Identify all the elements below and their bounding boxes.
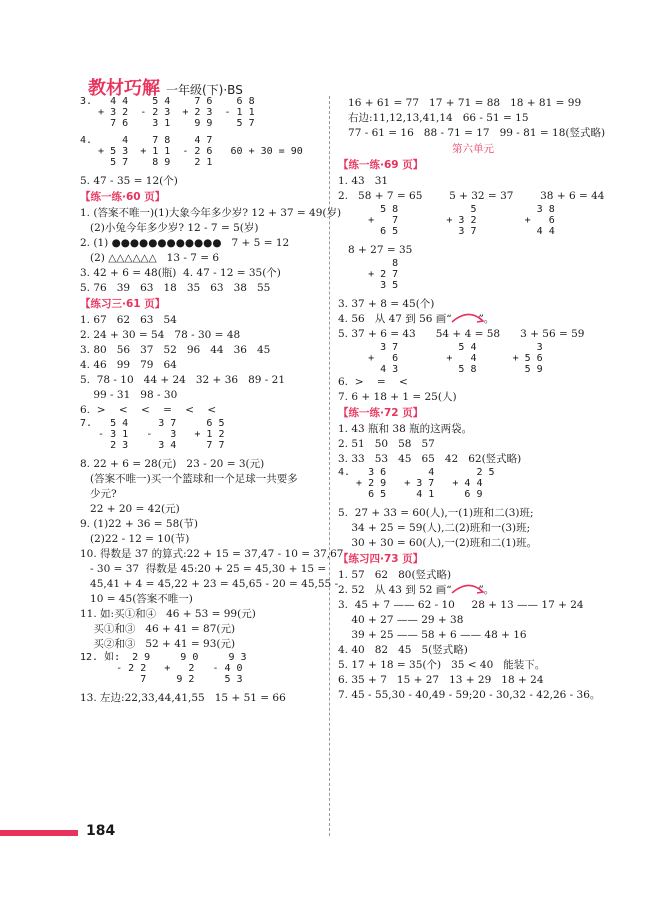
answer-line: 3. 80 56 37 52 96 44 36 45 [80, 344, 271, 356]
answer-line: (答案不唯一)买一个篮球和一个足球一共要多 [80, 473, 298, 485]
answer-line: 5. 37 + 6 = 43 54 + 4 = 58 3 + 56 = 59 [338, 328, 585, 340]
answer-line: 2. (1) ●●●●●●●●●●●● 7 + 5 = 12 [80, 237, 290, 249]
answer-line: 4. 56 从 47 到 56 画“ ”。 [338, 312, 608, 327]
unit-heading: 第六单元 [452, 143, 494, 155]
answer-line: 8. 22 + 6 = 28(元) 23 - 20 = 3(元) [80, 458, 265, 470]
answer-line: 34 + 25 = 59(人),二(2)班和一(3)班; [338, 522, 531, 534]
answer-line: 8 + 27 = 35 [338, 244, 413, 256]
answer-line: 16 + 61 = 77 17 + 71 = 88 18 + 81 = 99 [338, 97, 582, 109]
answer-line: 77 - 61 = 16 88 - 71 = 17 99 - 81 = 18(竖式略) [338, 127, 606, 139]
right-column [338, 96, 608, 703]
page-footer [0, 823, 658, 843]
section-heading: 【练习四·73 页】 [338, 553, 424, 565]
answer-line: 2. 58 + 7 = 65 5 + 32 = 37 38 + 6 = 44 [338, 190, 605, 202]
answer-line: 1. 67 62 63 54 [80, 314, 177, 326]
answer-line: 45,41 + 4 = 45,22 + 23 = 45,65 - 20 = 45,55 - [80, 578, 339, 590]
vertical-calculation: 4. 3 6 4 2 5 + 2 9 + 3 7 + 4 4 6 5 4 1 6 9 [338, 467, 495, 500]
section-heading: 【练一练·69 页】 [338, 159, 424, 171]
vertical-calculation: 8 + 2 7 3 5 [368, 258, 399, 291]
answer-line: 99 - 31 98 - 30 [80, 389, 178, 401]
vertical-calculation: 7. 5 4 3 7 6 5 - 3 1 - 3 + 1 2 2 3 3 4 7 7 [80, 418, 225, 451]
answer-line: 买②和③ 52 + 41 = 93(元) [80, 638, 236, 650]
answer-line: 2. 24 + 30 = 54 78 - 30 = 48 [80, 329, 241, 341]
answer-line: - 30 = 37 得数是 45:20 + 25 = 45,30 + 15 = [80, 563, 327, 575]
page-number: 184 [86, 823, 116, 839]
answer-line: (2)22 - 12 = 10(节) [80, 533, 190, 545]
answer-line: 少元? [80, 488, 117, 500]
vertical-calculation: 3 7 5 4 3 + 6 + 4 + 5 6 4 3 5 8 5 9 [368, 342, 543, 375]
answer-line: 10. 得数是 37 的算式:22 + 15 = 37,47 - 10 = 37,67 [80, 548, 344, 560]
answer-line: 5. 78 - 10 44 + 24 32 + 36 89 - 21 [80, 374, 286, 386]
answer-line: 买①和③ 46 + 41 = 87(元) [80, 623, 236, 635]
answer-line: 2. 51 50 58 57 [338, 438, 435, 450]
answer-line: 22 + 20 = 42(元) [80, 503, 180, 515]
answer-line: 4. 40 82 45 5(竖式略) [338, 644, 468, 656]
vertical-calculation: 3. 4 4 5 4 7 6 6 8 + 3 2 - 2 3 + 2 3 - 1 1 7 6 3 1 9 9 5 7 [80, 96, 255, 129]
answer-line: 39 + 25 —— 58 + 6 —— 48 + 16 [338, 629, 527, 641]
answer-line: 右边:11,12,13,41,14 66 - 51 = 15 [338, 112, 529, 124]
answer-line: 2. 52 从 43 到 52 画“ ”。 [338, 583, 608, 598]
answer-line: 5. 47 - 35 = 12(个) [80, 175, 178, 187]
answer-line: 3. 37 + 8 = 45(个) [338, 298, 435, 310]
answer-line: 6. > < < = < < [80, 404, 217, 416]
answer-line: 1. 43 31 [338, 175, 389, 187]
footer-accent-bar [0, 830, 78, 836]
answer-line: 7. 6 + 18 + 1 = 25(人) [338, 391, 457, 403]
answer-line: 3. 45 + 7 —— 62 - 10 28 + 13 —— 17 + 24 [338, 599, 584, 611]
answer-line: 1. 57 62 80(竖式略) [338, 569, 452, 581]
answer-line: (2)小兔今年多少岁? 12 - 7 = 5(岁) [80, 222, 259, 234]
answer-line: 9. (1)22 + 36 = 58(节) [80, 518, 198, 530]
answer-line: 13. 左边:22,33,44,41,55 15 + 51 = 66 [80, 692, 286, 704]
vertical-calculation: 5 8 5 3 8 + 7 + 3 2 + 6 6 5 3 7 4 4 [368, 204, 555, 237]
answer-line: 5. 76 39 63 18 35 63 38 55 [80, 282, 271, 294]
answer-line: 11. 如:买①和④ 46 + 53 = 99(元) [80, 608, 256, 620]
answer-line: 1. 43 瓶和 38 瓶的这两袋。 [338, 423, 473, 435]
answer-line: 1. (答案不唯一)(1)大象今年多少岁? 12 + 37 = 49(岁) [80, 207, 342, 219]
section-heading: 【练一练·72 页】 [338, 407, 424, 419]
answer-line: 6. 35 + 7 15 + 27 13 + 29 18 + 24 [338, 674, 544, 686]
answer-line: 3. 42 + 6 = 48(瓶) 4. 47 - 12 = 35(个) [80, 267, 281, 279]
section-heading: 【练一练·60 页】 [80, 191, 166, 203]
answer-line: 4. 46 99 79 64 [80, 359, 177, 371]
section-heading: 【练习三·61 页】 [80, 298, 166, 310]
answer-line: 3. 33 53 45 65 42 62(竖式略) [338, 453, 522, 465]
vertical-calculation: 4. 4 7 8 4 7 + 5 3 + 1 1 - 2 6 60 + 30 = 90 5 7 8 9 2 1 [80, 135, 303, 168]
left-column [80, 96, 344, 706]
answer-line: 7. 45 - 55,30 - 40,49 - 59;20 - 30,32 - 42,26 - 36。 [338, 689, 601, 701]
answer-line: 6. > = < [338, 376, 408, 388]
answer-line: 30 + 30 = 60(人),一(2)班和二(1)班。 [338, 537, 538, 549]
book-title: 教材巧解 [88, 78, 160, 99]
answer-line: 10 = 45(答案不唯一) [80, 593, 193, 605]
vertical-calculation: 12. 如: 2 9 9 0 9 3 - 2 2 + 2 - 4 0 7 9 2 5 3 [80, 652, 247, 685]
answer-line: (2) △△△△△△ 13 - 7 = 6 [80, 252, 220, 264]
answer-line: 5. 17 + 18 = 35(个) 35 < 40 能装下。 [338, 659, 546, 671]
answer-line: 40 + 27 —— 29 + 38 [338, 614, 464, 626]
book-subtitle: 一年级(下)·BS [166, 83, 243, 97]
answer-line: 5. 27 + 33 = 60(人),一(1)班和二(3)班; [338, 507, 534, 519]
